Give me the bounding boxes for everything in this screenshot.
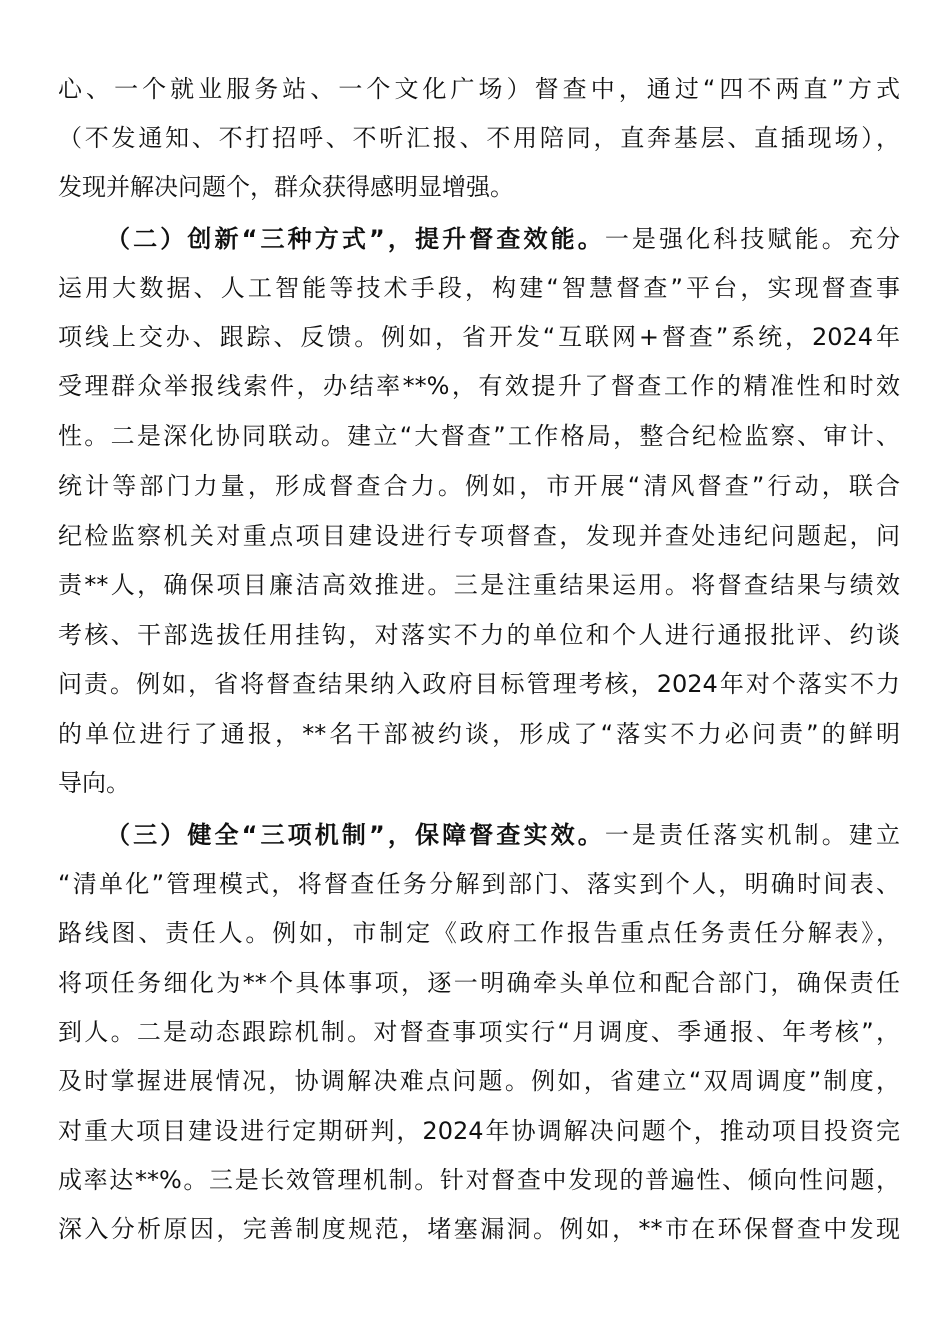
line-text: 受理群众举报线索件，办结率**%，有效提升了督查工作的精准性和时效 — [58, 372, 900, 400]
line-text: 对重大项目建设进行定期研判，2024年协调解决问题个，推动项目投资完 — [58, 1117, 900, 1145]
text-line — [58, 565, 900, 605]
section-heading-line — [106, 815, 900, 855]
line-text: 一是强化科技赋能。充分 — [604, 225, 900, 253]
text-line — [58, 615, 900, 655]
text-line — [58, 913, 900, 953]
text-line — [58, 466, 900, 506]
line-text: 深入分析原因，完善制度规范，堵塞漏洞。例如，**市在环保督查中发现 — [58, 1215, 900, 1243]
text-line — [58, 416, 900, 456]
line-text: 将项任务细化为**个具体事项，逐一明确牵头单位和配合部门，确保责任 — [58, 969, 900, 997]
line-text: 成率达**%。三是长效管理机制。针对督查中发现的普遍性、倾向性问题， — [58, 1166, 900, 1194]
text-line — [58, 963, 900, 1003]
text-line — [58, 664, 900, 704]
line-text: 项线上交办、跟踪、反馈。例如，省开发“互联网+督查”系统，2024年 — [58, 323, 900, 351]
section-heading-line — [106, 219, 900, 259]
line-text: 责**人，确保项目廉洁高效推进。三是注重结果运用。将督查结果与绩效 — [58, 571, 900, 599]
text-line — [58, 1012, 900, 1052]
text-line — [58, 1111, 900, 1151]
line-text: 性。二是深化协同联动。建立“大督查”工作格局，整合纪检监察、审计、 — [58, 422, 900, 450]
text-line — [58, 1061, 900, 1101]
line-text: 到人。二是动态跟踪机制。对督查事项实行“月调度、季通报、年考核”， — [58, 1018, 900, 1046]
text-line — [58, 864, 900, 904]
section-heading-3: （三）健全“三项机制”，保障督查实效。 — [106, 821, 605, 849]
line-text: 的单位进行了通报，**名干部被约谈，形成了“落实不力必问责”的鲜明 — [58, 720, 900, 748]
line-text: 运用大数据、人工智能等技术手段，构建“智慧督查”平台，实现督查事 — [58, 274, 900, 302]
line-text: 统计等部门力量，形成督查合力。例如，市开展“清风督查”行动，联合 — [58, 472, 900, 500]
text-line — [58, 167, 900, 207]
line-text: 发现并解决问题个，群众获得感明显增强。 — [58, 173, 514, 201]
text-line — [58, 516, 900, 556]
text-line — [58, 763, 900, 803]
text-line — [58, 69, 900, 109]
line-text: 导向。 — [58, 769, 130, 797]
line-text: 心、一个就业服务站、一个文化广场）督查中，通过“四不两直”方式 — [58, 75, 900, 103]
text-line — [58, 118, 900, 158]
line-text: 路线图、责任人。例如，市制定《政府工作报告重点任务责任分解表》， — [58, 919, 900, 947]
text-line — [58, 366, 900, 406]
text-line — [58, 317, 900, 357]
line-text: 及时掌握进展情况，协调解决难点问题。例如，省建立“双周调度”制度， — [58, 1067, 900, 1095]
line-text: “清单化”管理模式，将督查任务分解到部门、落实到个人，明确时间表、 — [58, 870, 900, 898]
text-line — [58, 714, 900, 754]
line-text: （不发通知、不打招呼、不听汇报、不用陪同，直奔基层、直插现场）， — [58, 124, 900, 152]
line-text: 问责。例如，省将督查结果纳入政府目标管理考核，2024年对个落实不力 — [58, 670, 900, 698]
text-line — [58, 1160, 900, 1200]
text-line — [58, 268, 900, 308]
line-text: 纪检监察机关对重点项目建设进行专项督查，发现并查处违纪问题起，问 — [58, 522, 900, 550]
text-line — [58, 1209, 900, 1249]
line-text: 考核、干部选拔任用挂钩，对落实不力的单位和个人进行通报批评、约谈 — [58, 621, 900, 649]
section-heading-2: （二）创新“三种方式”，提升督查效能。 — [106, 225, 605, 253]
line-text: 一是责任落实机制。建立 — [604, 821, 900, 849]
